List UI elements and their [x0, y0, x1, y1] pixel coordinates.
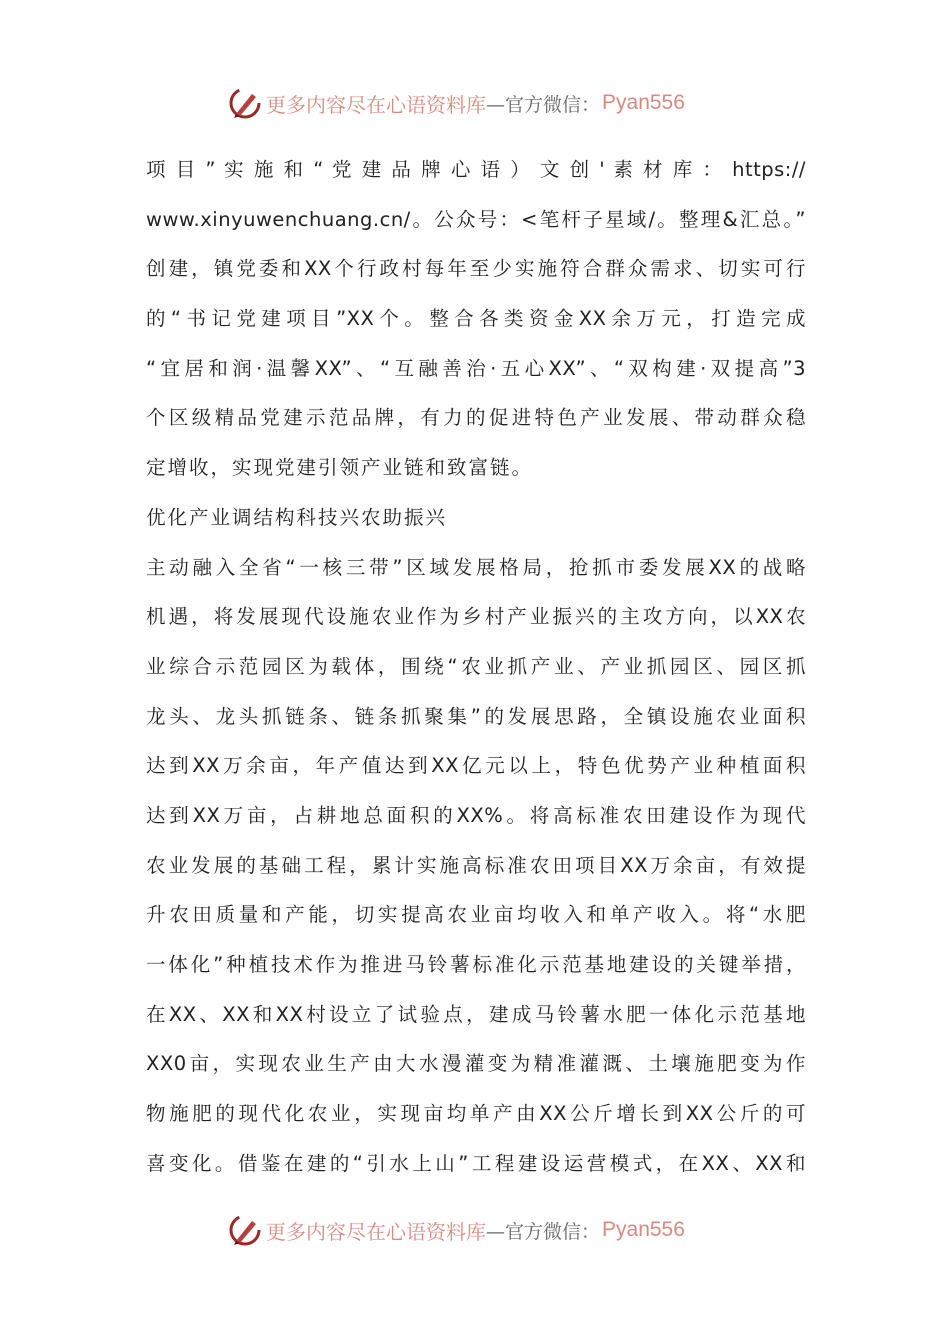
text-line: 个区级精品党建示范品牌，有力的促进特色产业发展、带动群众稳: [146, 406, 806, 430]
banner-main-text: 更多内容尽在心语资料库: [266, 1219, 486, 1244]
text-line: 一体化”种植技术作为推进马铃薯标准化示范基地建设的关键举措，: [146, 953, 806, 976]
pen-logo-icon: [228, 86, 262, 120]
text-line: 业综合示范园区为载体，围绕“农业抓产业、产业抓园区、园区抓: [146, 654, 806, 678]
text-line: 创建，镇党委和XX个行政村每年至少实施符合群众需求、切实可行: [146, 257, 806, 281]
text-line: 喜变化。借鉴在建的“引水上山”工程建设运营模式，在XX、XX和: [146, 1151, 806, 1175]
text-line: 的“书记党建项目”XX个。整合各类资金XX余万元，打造完成: [146, 307, 806, 331]
banner-wechat-label: —官方微信：: [486, 1220, 601, 1243]
footer-banner: [228, 1210, 728, 1250]
text-line: 升农田质量和产能，切实提高农业亩均收入和单产收入。将“水肥: [146, 903, 806, 927]
text-line: 在XX、XX和XX村设立了试验点，建成马铃薯水肥一体化示范基地: [146, 1002, 806, 1026]
text-line: 机遇，将发展现代设施农业作为乡村产业振兴的主攻方向，以XX农: [146, 605, 806, 629]
pen-logo-icon: [228, 1213, 262, 1247]
section-heading: 优化产业调结构科技兴农助振兴: [146, 505, 448, 529]
text-line: 达到XX万亩，占耕地总面积的XX%。将高标准农田建设作为现代: [146, 803, 806, 827]
text-line: 达到XX万余亩，年产值达到XX亿元以上，特色优势产业种植面积: [146, 754, 806, 778]
banner-wechat-id: Pyan556: [602, 91, 685, 114]
banner-main-text: 更多内容尽在心语资料库: [266, 92, 486, 117]
banner-wechat-label: —官方微信：: [486, 93, 601, 116]
document-body: [146, 153, 806, 1196]
header-banner: [228, 83, 728, 123]
text-line: 定增收，实现党建引领产业链和致富链。: [146, 456, 534, 480]
text-line: “宜居和润·温馨XX”、“互融善治·五心XX”、“双构建·双提高”3: [146, 356, 806, 380]
text-line: 农业发展的基础工程，累计实施高标准农田项目XX万余亩，有效提: [146, 853, 806, 877]
text-line: 项 目 ” 实 施 和 “ 党 建 品 牌 心 语 ） 文 创 ' 素 材 库 ： https://: [146, 158, 806, 181]
text-line: XX0亩，实现农业生产由大水漫灌变为精准灌溉、土壤施肥变为作: [146, 1052, 806, 1076]
text-line: 龙头、龙头抓链条、链条抓聚集”的发展思路，全镇设施农业面积: [146, 704, 806, 728]
text-line: www.xinyuwenchuang.cn/。公众号：<笔杆子星域/。整理&汇总。”: [146, 207, 806, 231]
text-line: 主动融入全省“一核三带”区域发展格局，抢抓市委发展XX的战略: [146, 555, 806, 579]
banner-wechat-id: Pyan556: [602, 1218, 685, 1241]
text-line: 物施肥的现代化农业，实现亩均单产由XX公斤增长到XX公斤的可: [146, 1102, 806, 1126]
